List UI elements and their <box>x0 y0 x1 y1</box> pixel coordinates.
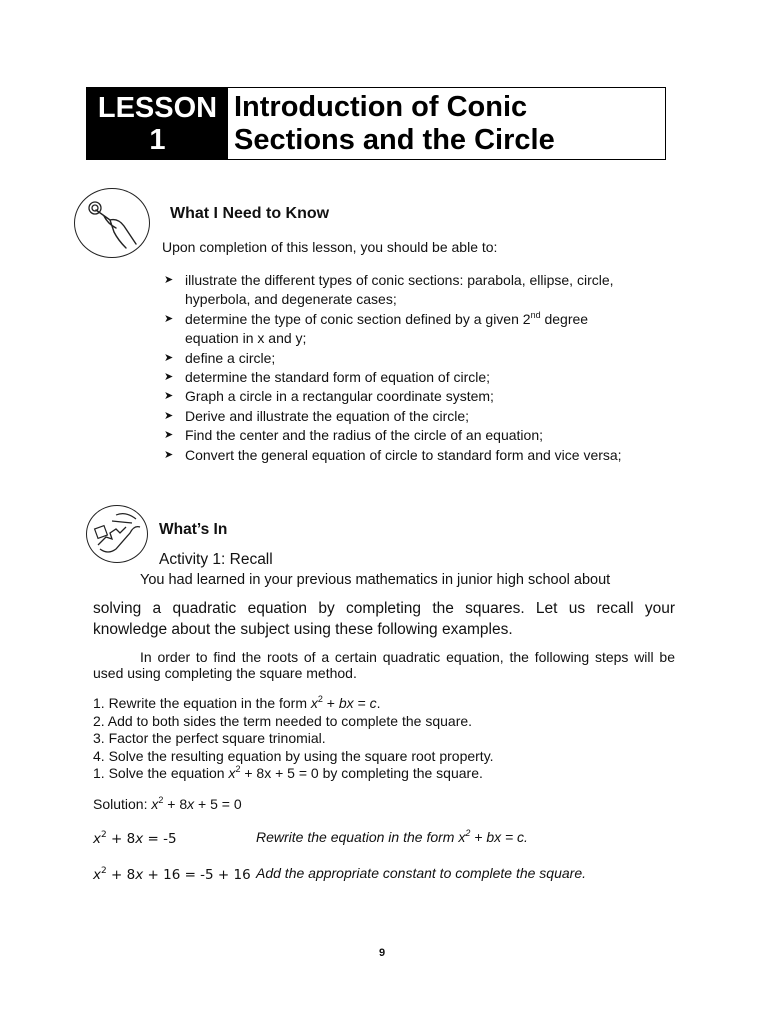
work-step-1-note: Rewrite the equation in the form $x^2$ + bx = c. <box>256 828 528 845</box>
list-item: ➤ Graph a circle in a rectangular coordinate system; <box>162 387 682 406</box>
list-item: ➤ determine the type of conic section defined by a given 2nd degree <box>162 310 682 329</box>
list-item: ➤ Convert the general equation of circle to standard form and vice versa; <box>162 446 682 465</box>
whats-in-heading: What’s In <box>159 521 228 538</box>
lesson-number-block <box>87 88 228 159</box>
list-item: 2. Add to both sides the term needed to complete the square. <box>93 712 473 729</box>
lesson-title-line1: Introduction of Conic <box>234 91 528 123</box>
what-i-need-heading: What I Need to Know <box>170 205 330 222</box>
arrow-bullet-icon: ➤ <box>164 351 174 364</box>
recall-para-rest: solving a quadratic equation by completing the squares. Let us recall your knowledge about the subject using these following examples. <box>93 600 675 638</box>
objectives-intro: Upon completion of this lesson, you should be able to: <box>162 239 498 255</box>
work-step-2-note: Add the appropriate constant to complete the square. <box>256 865 586 881</box>
activity-title: Activity 1: Recall <box>159 551 273 568</box>
steps-intro: In order to find the roots of a certain quadratic equation, the following steps will be used using completing the square method. <box>93 649 675 681</box>
list-item: 1. Solve the equation $x^2 + 8x + 5 = 0$ by completing the square. <box>93 764 483 781</box>
page-number: 9 <box>379 947 386 959</box>
list-item: 1. Rewrite the equation in the form $x^2$ + bx = c. <box>93 694 381 711</box>
list-item: hyperbola, and degenerate cases; <box>185 291 397 308</box>
arrow-bullet-icon: ➤ <box>164 274 174 286</box>
lesson-label: LESSON <box>97 92 218 124</box>
arrow-bullet-icon: ➤ <box>164 312 174 325</box>
list-item: ➤ define a circle; <box>162 349 682 368</box>
lesson-header <box>86 87 666 160</box>
arrow-bullet-icon: ➤ <box>164 409 174 422</box>
puzzle-hand-icon <box>86 505 148 563</box>
work-step-2-equation: $x^2 + 8x + 16 = -5 + 16$ <box>93 866 251 883</box>
solution-line: Solution: $x^2 + 8x + 5 = 0$ <box>93 795 242 812</box>
arrow-bullet-icon: ➤ <box>164 390 174 403</box>
list-item: equation in x and y; <box>185 330 307 347</box>
list-item: ➤ Find the center and the radius of the circle of an equation; <box>162 426 682 445</box>
recall-para-line1: You had learned in your previous mathematics in junior high school about <box>140 572 611 588</box>
lesson-title <box>228 88 555 159</box>
arrow-bullet-icon: ➤ <box>164 448 174 461</box>
steps-list <box>93 695 494 783</box>
pointing-hand-icon <box>74 188 150 258</box>
list-item: 3. Factor the perfect square trinomial. <box>93 730 326 746</box>
arrow-bullet-icon: ➤ <box>164 429 174 442</box>
arrow-bullet-icon: ➤ <box>164 371 174 384</box>
list-item: ➤ determine the standard form of equation of circle; <box>162 368 682 387</box>
list-item: 4. Solve the resulting equation by using the square root property. <box>93 747 494 764</box>
list-item: ➤ Derive and illustrate the equation of the circle; <box>162 407 682 426</box>
list-item: ➤ illustrate the different types of conic sections: parabola, ellipse, circle, <box>162 271 682 290</box>
lesson-number: 1 <box>149 124 166 156</box>
lesson-title-line2: Sections and the Circle <box>234 124 555 156</box>
objectives-list <box>162 271 682 465</box>
work-step-1-equation: $x^2 + 8x = -5$ <box>93 830 177 847</box>
